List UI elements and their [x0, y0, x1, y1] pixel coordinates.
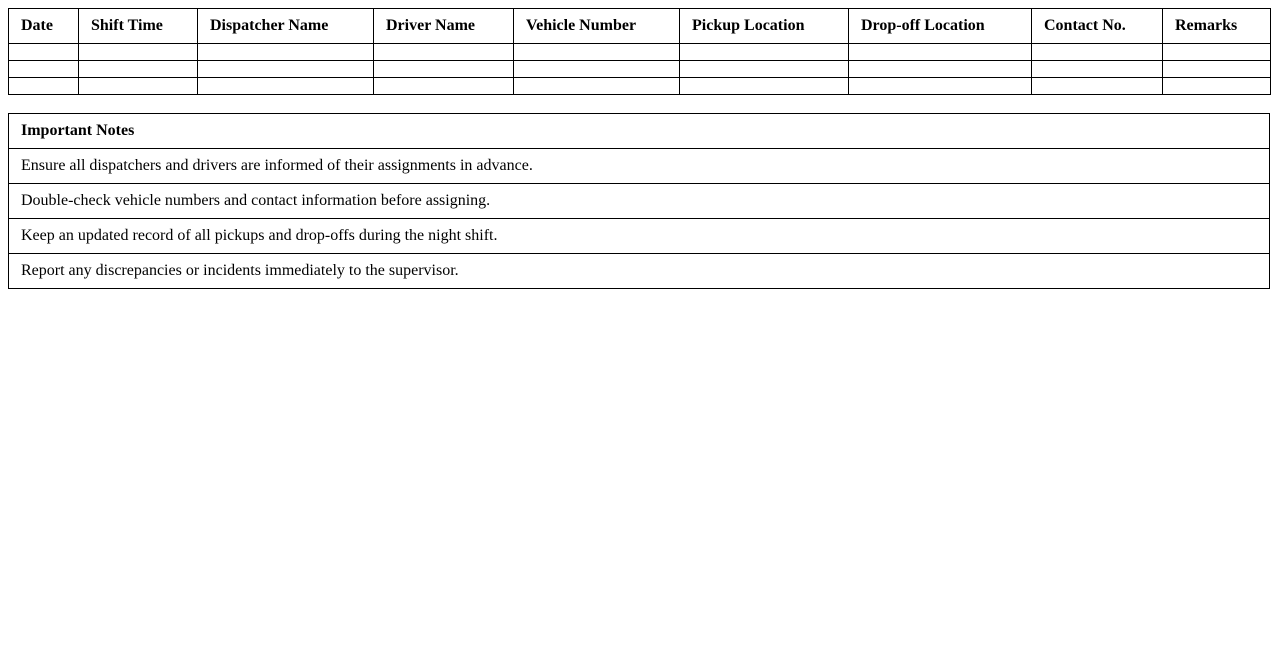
notes-header-row — [9, 114, 1270, 149]
table-cell[interactable] — [1032, 61, 1163, 78]
table-header-row — [9, 9, 1271, 44]
table-cell[interactable] — [680, 78, 849, 95]
column-header-date: Date — [9, 9, 79, 44]
table-cell[interactable] — [9, 44, 79, 61]
column-header-remarks: Remarks — [1163, 9, 1271, 44]
table-cell[interactable] — [849, 44, 1032, 61]
table-row — [9, 78, 1271, 95]
table-cell[interactable] — [1032, 78, 1163, 95]
table-cell[interactable] — [198, 61, 374, 78]
table-cell[interactable] — [9, 61, 79, 78]
table-cell[interactable] — [9, 78, 79, 95]
note-row — [9, 219, 1270, 254]
table-cell[interactable] — [514, 78, 680, 95]
column-header-driver-name: Driver Name — [374, 9, 514, 44]
table-cell[interactable] — [680, 61, 849, 78]
note-row — [9, 149, 1270, 184]
table-cell[interactable] — [1163, 61, 1271, 78]
table-row — [9, 44, 1271, 61]
table-cell[interactable] — [198, 44, 374, 61]
table-cell[interactable] — [374, 44, 514, 61]
note-item: Keep an updated record of all pickups and drop-offs during the night shift. — [9, 219, 1270, 254]
note-item: Report any discrepancies or incidents immediately to the supervisor. — [9, 254, 1270, 289]
table-cell[interactable] — [849, 61, 1032, 78]
notes-title: Important Notes — [9, 114, 1270, 149]
document — [8, 8, 1270, 289]
column-header-contact-no: Contact No. — [1032, 9, 1163, 44]
note-item: Double-check vehicle numbers and contact information before assigning. — [9, 184, 1270, 219]
column-header-pickup-location: Pickup Location — [680, 9, 849, 44]
table-cell[interactable] — [79, 44, 198, 61]
important-notes-table — [8, 113, 1270, 289]
table-cell[interactable] — [79, 61, 198, 78]
note-item: Ensure all dispatchers and drivers are informed of their assignments in advance. — [9, 149, 1270, 184]
table-cell[interactable] — [1032, 44, 1163, 61]
dispatch-schedule-table — [8, 8, 1271, 95]
column-header-vehicle-number: Vehicle Number — [514, 9, 680, 44]
table-cell[interactable] — [198, 78, 374, 95]
column-header-dispatcher-name: Dispatcher Name — [198, 9, 374, 44]
note-row — [9, 254, 1270, 289]
table-cell[interactable] — [1163, 78, 1271, 95]
table-row — [9, 61, 1271, 78]
table-cell[interactable] — [374, 78, 514, 95]
column-header-shift-time: Shift Time — [79, 9, 198, 44]
note-row — [9, 184, 1270, 219]
table-cell[interactable] — [514, 61, 680, 78]
table-cell[interactable] — [374, 61, 514, 78]
table-cell[interactable] — [1163, 44, 1271, 61]
column-header-dropoff-location: Drop-off Location — [849, 9, 1032, 44]
table-cell[interactable] — [514, 44, 680, 61]
table-cell[interactable] — [680, 44, 849, 61]
table-cell[interactable] — [79, 78, 198, 95]
table-cell[interactable] — [849, 78, 1032, 95]
